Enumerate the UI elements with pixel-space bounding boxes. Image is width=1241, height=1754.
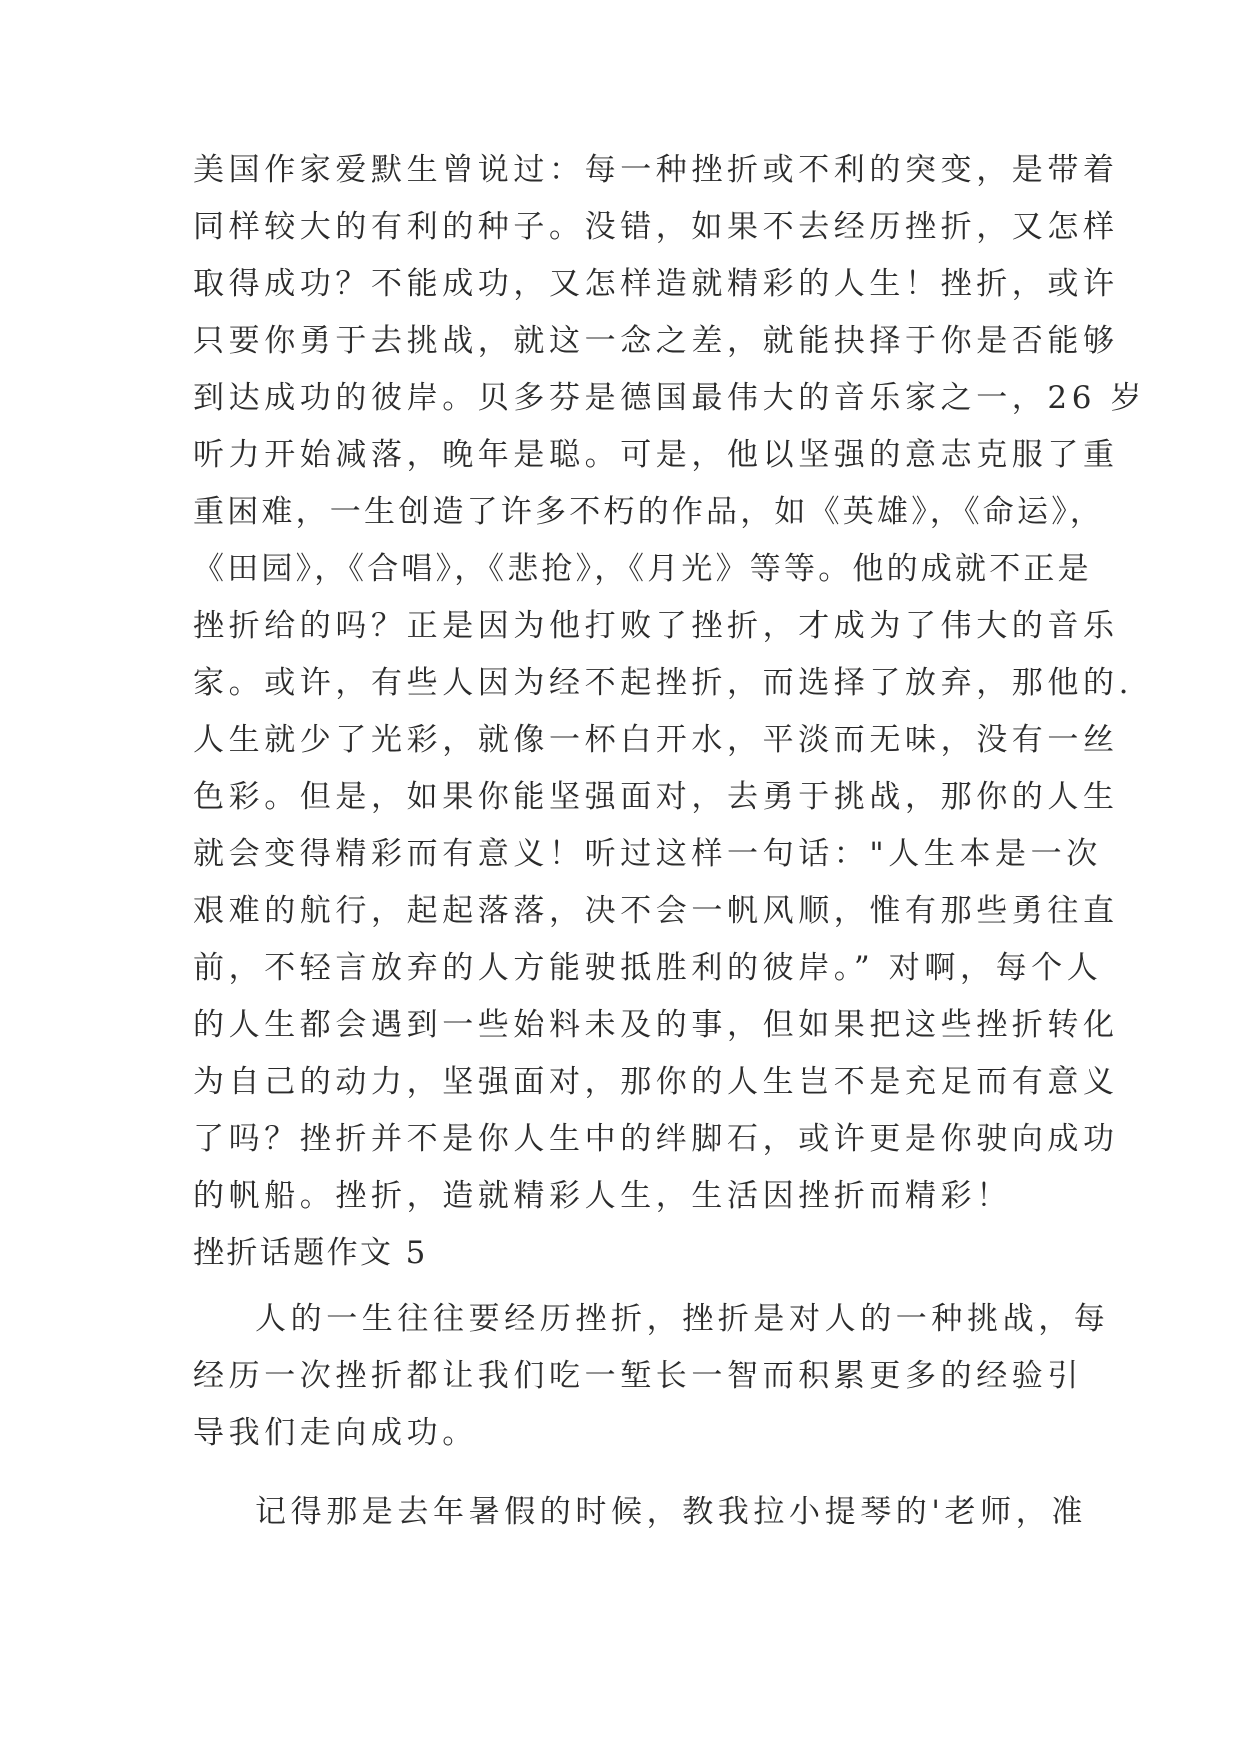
text-line: 到达成功的彼岸。贝多芬是德国最伟大的音乐家之一，26 岁 [193,380,1147,416]
text-line: 人生就少了光彩，就像一杯白开水，平淡而无味，没有一丝 [193,722,1119,758]
text-line: 挫折给的吗？正是因为他打败了挫折，才成为了伟大的音乐 [193,608,1119,644]
text-line: 取得成功？不能成功，又怎样造就精彩的人生！挫折，或许 [193,266,1119,302]
text-line: 听力开始减落，晚年是聪。可是，他以坚强的意志克服了重 [193,437,1119,473]
text-line: 导我们走向成功。 [193,1415,478,1451]
text-line: 只要你勇于去挑战，就这一念之差，就能抉择于你是否能够 [193,323,1119,359]
text-line: 的帆船。挫折，造就精彩人生，生活因挫折而精彩！ [193,1178,1012,1214]
text-line: 就会变得精彩而有意义！听过这样一句话："人生本是一次 [193,836,1102,872]
text-line: 人的一生往往要经历挫折，挫折是对人的一种挑战，每 [255,1301,1110,1337]
text-line: 经历一次挫折都让我们吃一堑长一智而积累更多的经验引 [193,1358,1083,1394]
text-line: 家。或许，有些人因为经不起挫折，而选择了放弃，那他的. [193,665,1134,701]
text-line: 的人生都会遇到一些始料未及的事，但如果把这些挫折转化 [193,1007,1119,1043]
text-line: 同样较大的有利的种子。没错，如果不去经历挫折，又怎样 [193,209,1119,245]
text-line: 《田园》，《合唱》，《悲抢》，《月光》等等。他的成就不正是 [193,551,1092,587]
text-line: 美国作家爱默生曾说过：每一种挫折或不利的突变，是带着 [193,152,1119,188]
text-line: 色彩。但是，如果你能坚强面对，去勇于挑战，那你的人生 [193,779,1119,815]
text-line: 艰难的航行，起起落落，决不会一帆风顺，惟有那些勇往直 [193,893,1119,929]
text-line: 记得那是去年暑假的时候，教我拉小提琴的'老师，准 [255,1494,1087,1530]
section-heading: 挫折话题作文 5 [193,1235,428,1271]
text-line: 前，不轻言放弃的人方能驶抵胜利的彼岸。” 对啊，每个人 [193,950,1103,986]
text-line: 了吗？挫折并不是你人生中的绊脚石，或许更是你驶向成功 [193,1121,1119,1157]
text-line: 为自己的动力，坚强面对，那你的人生岂不是充足而有意义 [193,1064,1119,1100]
text-line: 重困难，一生创造了许多不朽的作品，如《英雄》，《命运》， [193,494,1105,530]
